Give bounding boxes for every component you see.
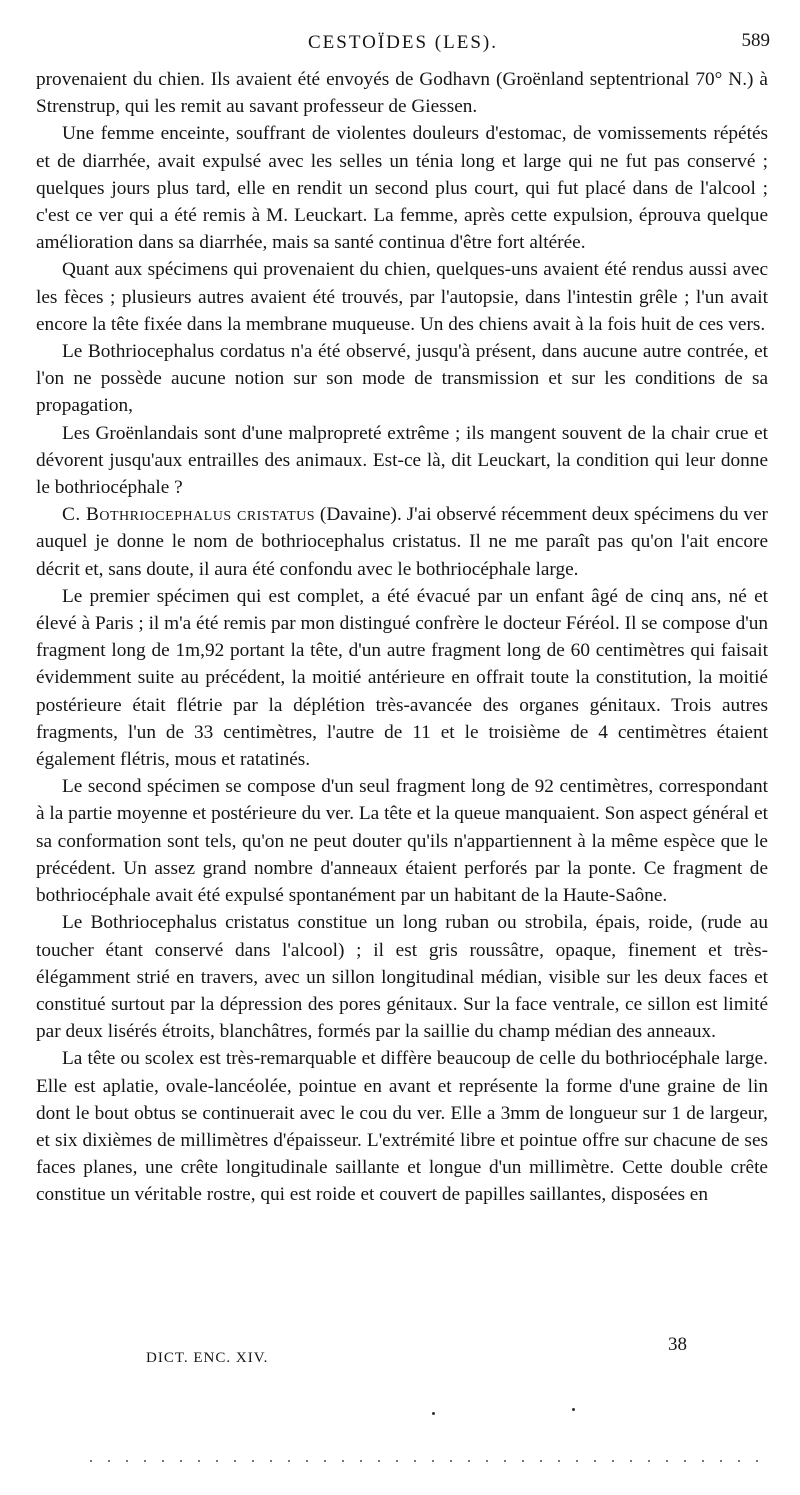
signature-mark: DICT. ENC. XIV. <box>146 1350 269 1366</box>
section-heading: C. Bothriocephalus cristatus <box>62 504 316 526</box>
paragraph-text: (Davaine). J'ai observé récemment deux spécimens du ver auquel je donne le nom de bothriocephalus cristatus. Il ne me paraît pas qu'on l'ait encore décrit et, sans doute, il aura été confondu avec le bothriocéphale large. <box>36 504 768 580</box>
ink-speck <box>432 1412 435 1415</box>
paragraph: Le Bothriocephalus cristatus constitue un long ruban ou strobila, épais, roide, (rude au toucher étant conservé dans l'alcool) ; il est gris roussâtre, opaque, finement et très-élégamment strié en travers, avec un sillon longitudinal médian, visible sur les deux faces et constitué surtout par la dépression des pores génitaux. Sur la face ventrale, ce sillon est limité par deux lisérés étroits, blanchâtres, formés par la saillie du champ médian des anneaux. <box>36 912 768 1043</box>
paragraph: Une femme enceinte, souffrant de violentes douleurs d'estomac, de vomissements répétés et de diarrhée, avait expulsé avec les selles un ténia long et large qui ne fut pas conservé ; quelques jours plus tard, elle en rendit un second plus court, qui fut placé dans de l'alcool ; c'est ce ver qui a été remis à M. Leuckart. La femme, après cette expulsion, éprouva quelque amélioration dans sa diarrhée, mais sa santé continua d'être fort altérée. <box>36 123 768 254</box>
paragraph: La tête ou scolex est très-remarquable et diffère beaucoup de celle du bothriocéphale large. Elle est aplatie, ovale-lancéolée, pointue en avant et représente la forme d'une graine de lin dont le bout obtus se continuerait avec le cou du ver. Elle a 3mm de longueur sur 1 de largeur, et six dixièmes de millimètres d'épaisseur. L'extrémité libre et pointue offre sur chacune de ses faces planes, une crête longitudinale saillante et longue d'un millimètre. Cette double crête constitue un véritable rostre, qui est roide et couvert de papilles saillantes, disposées en <box>36 1048 768 1206</box>
paragraph: Les Groënlandais sont d'une malpropreté extrême ; ils mangent souvent de la chair crue et dévorent jusqu'aux entrailles des animaux. Est-ce là, dit Leuckart, la condition qui leur donne le bothriocéphale ? <box>36 422 768 499</box>
scan-artifact <box>90 1460 770 1462</box>
running-head: CESTOÏDES (LES). <box>308 32 498 53</box>
sheet-number: 38 <box>668 1334 687 1355</box>
paragraph: Le Bothriocephalus cordatus n'a été observé, jusqu'à présent, dans aucune autre contrée, et l'on ne possède aucune notion sur son mode de transmission et sur les conditions de sa propagation, <box>36 341 768 417</box>
page-number: 589 <box>741 30 770 51</box>
ink-speck <box>572 1408 575 1411</box>
paragraph: Le second spécimen se compose d'un seul fragment long de 92 centimètres, correspondant à la partie moyenne et postérieure du ver. La tête et la queue manquaient. Son aspect général et sa conformation sont tels, qu'on ne peut douter qu'ils n'appartiennent à la même espèce que le précédent. Un assez grand nombre d'anneaux étaient perforés par la ponte. Ce fragment de bothriocéphale avait été expulsé spontanément par un habitant de la Haute-Saône. <box>36 776 768 907</box>
paragraph <box>36 501 768 583</box>
paragraph: Quant aux spécimens qui provenaient du chien, quelques-uns avaient été rendus aussi avec les fèces ; plusieurs autres avaient été trouvés, par l'autopsie, dans l'intestin grêle ; l'un avait encore la tête fixée dans la membrane muqueuse. Un des chiens avait à la fois huit de ces vers. <box>36 259 768 335</box>
body-text <box>36 66 768 1209</box>
paragraph: provenaient du chien. Ils avaient été envoyés de Godhavn (Groënland septentrional 70° N.) à Strenstrup, qui les remit au savant professeur de Giessen. <box>36 69 768 118</box>
paragraph: Le premier spécimen qui est complet, a été évacué par un enfant âgé de cinq ans, né et élevé à Paris ; il m'a été remis par mon distingué confrère le docteur Féréol. Il se compose d'un fragment long de 1m,92 portant la tête, d'un autre fragment long de 60 centimètres qui faisait évidemment suite au précédent, la moitié antérieure en offrait toute la constitution, la moitié postérieure était flétrie par la déplétion très-avancée des organes génitaux. Trois autres fragments, l'un de 33 centimètres, l'autre de 11 et le troisième de 4 centimètres étaient également flétris, mous et ratatinés. <box>36 585 768 771</box>
page-header <box>36 30 770 60</box>
